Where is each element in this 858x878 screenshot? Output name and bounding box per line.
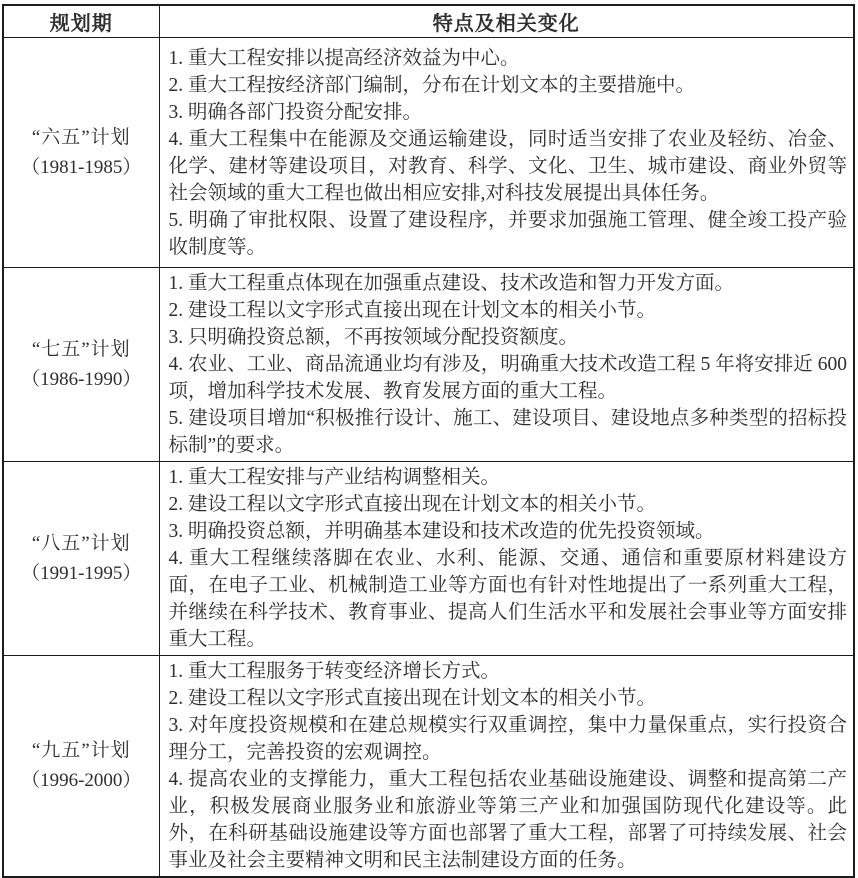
feature-item: 2. 重大工程按经济部门编制，分布在计划文本的主要措施中。 [168,74,696,96]
feature-item: 4. 提高农业的支撑能力，重大工程包括农业基础设施建设、调整和提高第二产业，积极发展商业服务业和旅游业等第三产业和加强国防现代化建设等。此外，在科研基础设施建设等方面也部署了重大工程，部署了可持续发展、社会事业及社会主要精神文明和民主法制建设方面的任务。 [168,769,847,871]
period-years: （1986-1990） [21,368,142,390]
feature-item: 3. 明确投资总额，并明确基本建设和技术改造的优先投资领域。 [168,521,715,542]
header-row [3,5,854,38]
period-cell [3,462,159,656]
feature-item: 4. 农业、工业、商品流通业均有涉及，明确重大技术改造工程 5 年将安排近 600 项，增加科学技术发展、教育发展方面的重大工程。 [168,354,847,402]
feature-item: 3. 明确各部门投资分配安排。 [168,101,423,123]
period-years: （1981-1985） [21,156,142,178]
period-name: “九五”计划 [31,740,131,761]
table-row [3,268,854,462]
features-cell [159,656,854,878]
period-name: “八五”计划 [31,532,131,554]
header-features: 特点及相关变化 [159,5,854,38]
feature-item: 1. 重大工程重点体现在加强重点建设、技术改造和智力开发方面。 [168,273,735,294]
table-row [3,656,854,878]
feature-item: 1. 重大工程服务于转变经济增长方式。 [168,661,501,682]
feature-item: 1. 重大工程安排与产业结构调整相关。 [168,467,501,488]
feature-item: 5. 建设项目增加“积极推行设计、施工、建设项目、建设地点多种类型的招标投标制”的要求。 [168,408,847,456]
period-name: “七五”计划 [31,338,131,360]
features-cell [159,462,854,656]
feature-item: 4. 重大工程集中在能源及交通运输建设，同时适当安排了农业及轻纺、冶金、化学、建材等建设项目，对教育、科学、文化、卫生、城市建设、商业外贸等社会领域的重大工程也做出相应安排,对科技发展提出具体任务。 [168,128,847,204]
header-period: 规划期 [3,5,159,38]
feature-item: 2. 建设工程以文字形式直接出现在计划文本的相关小节。 [168,688,657,709]
period-cell [3,38,159,268]
feature-item: 2. 建设工程以文字形式直接出现在计划文本的相关小节。 [168,300,657,321]
feature-item: 1. 重大工程安排以提高经济效益为中心。 [168,47,520,69]
five-year-plan-table [2,4,855,878]
period-cell [3,268,159,462]
feature-item: 4. 重大工程继续落脚在农业、水利、能源、交通、通信和重要原材料建设方面，在电子工业、机械制造工业等方面也有针对性地提出了一系列重大工程，并继续在科学技术、教育事业、提高人们生活水平和发展社会事业等方面安排重大工程。 [168,548,847,650]
feature-item: 5. 明确了审批权限、设置了建设程序，并要求加强施工管理、健全竣工投产验收制度等。 [168,209,847,258]
feature-item: 3. 只明确投资总额，不再按领域分配投资额度。 [168,327,579,348]
period-cell [3,656,159,878]
period-years: （1991-1995） [21,562,142,584]
period-name: “六五”计划 [31,126,131,148]
feature-item: 3. 对年度投资规模和在建总规模实行双重调控，集中力量保重点，实行投资合理分工，完善投资的宏观调控。 [168,715,847,763]
feature-item: 2. 建设工程以文字形式直接出现在计划文本的相关小节。 [168,494,657,515]
features-cell [159,38,854,268]
table-row [3,462,854,656]
table-row [3,38,854,268]
period-years: （1996-2000） [21,770,142,791]
features-cell [159,268,854,462]
